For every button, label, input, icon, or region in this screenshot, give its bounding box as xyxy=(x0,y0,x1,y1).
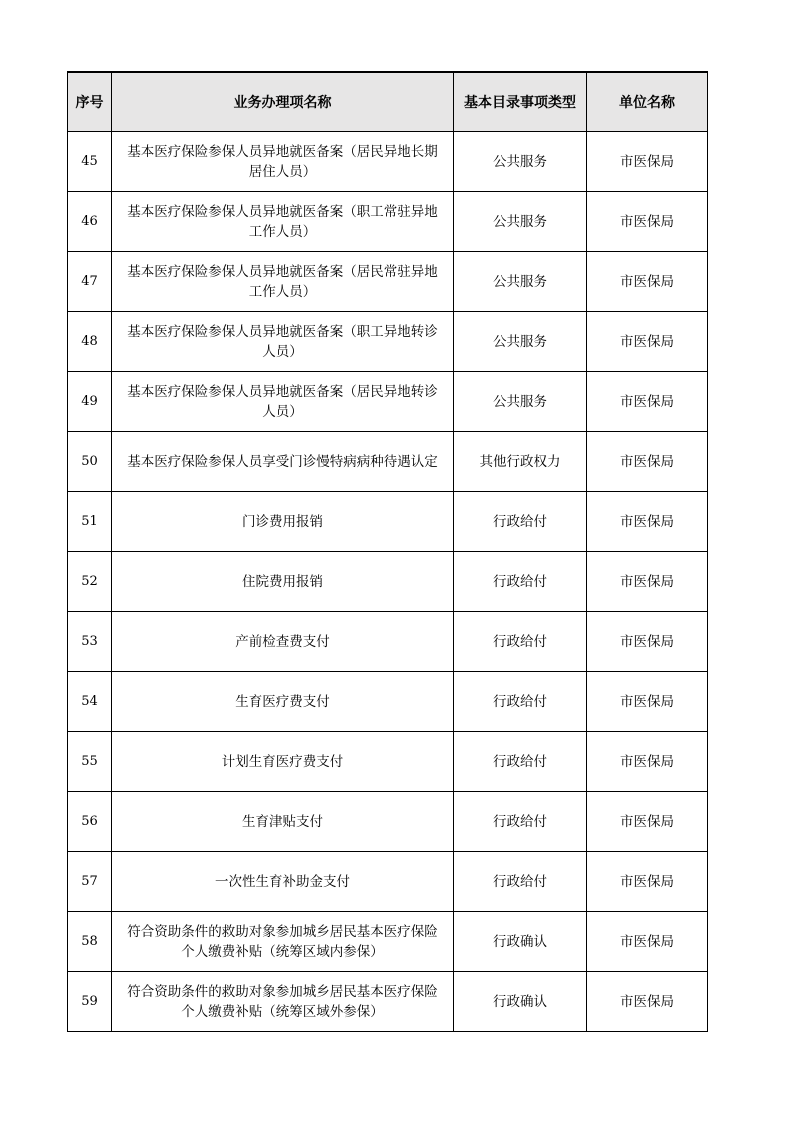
cell-serial-number: 53 xyxy=(68,612,112,672)
table-row xyxy=(68,132,708,192)
table-header xyxy=(68,72,708,132)
cell-item-type: 行政给付 xyxy=(454,792,587,852)
cell-serial-number: 52 xyxy=(68,552,112,612)
cell-unit-name: 市医保局 xyxy=(587,552,708,612)
cell-item-type: 其他行政权力 xyxy=(454,432,587,492)
cell-item-type: 公共服务 xyxy=(454,372,587,432)
cell-item-type: 公共服务 xyxy=(454,312,587,372)
table-row xyxy=(68,432,708,492)
cell-unit-name: 市医保局 xyxy=(587,432,708,492)
table-row xyxy=(68,972,708,1032)
table-row xyxy=(68,252,708,312)
cell-item-type: 公共服务 xyxy=(454,252,587,312)
cell-item-name: 生育医疗费支付 xyxy=(112,672,454,732)
header-serial-number: 序号 xyxy=(68,72,112,132)
cell-item-name: 基本医疗保险参保人员异地就医备案（居民异地长期居住人员） xyxy=(112,132,454,192)
cell-item-name: 基本医疗保险参保人员异地就医备案（居民常驻异地工作人员） xyxy=(112,252,454,312)
cell-serial-number: 51 xyxy=(68,492,112,552)
cell-unit-name: 市医保局 xyxy=(587,132,708,192)
table-row xyxy=(68,492,708,552)
cell-serial-number: 54 xyxy=(68,672,112,732)
cell-serial-number: 55 xyxy=(68,732,112,792)
cell-item-name: 一次性生育补助金支付 xyxy=(112,852,454,912)
header-item-name: 业务办理项名称 xyxy=(112,72,454,132)
cell-serial-number: 45 xyxy=(68,132,112,192)
cell-unit-name: 市医保局 xyxy=(587,852,708,912)
cell-item-name: 基本医疗保险参保人员异地就医备案（居民异地转诊人员） xyxy=(112,372,454,432)
cell-unit-name: 市医保局 xyxy=(587,612,708,672)
table-row xyxy=(68,672,708,732)
cell-item-name: 基本医疗保险参保人员异地就医备案（职工常驻异地工作人员） xyxy=(112,192,454,252)
service-items-table xyxy=(67,71,708,1032)
table-row xyxy=(68,312,708,372)
cell-item-type: 行政确认 xyxy=(454,912,587,972)
cell-serial-number: 47 xyxy=(68,252,112,312)
cell-item-name: 基本医疗保险参保人员享受门诊慢特病病种待遇认定 xyxy=(112,432,454,492)
cell-unit-name: 市医保局 xyxy=(587,372,708,432)
header-row xyxy=(68,72,708,132)
table-row xyxy=(68,792,708,852)
table-row xyxy=(68,732,708,792)
cell-unit-name: 市医保局 xyxy=(587,492,708,552)
cell-unit-name: 市医保局 xyxy=(587,252,708,312)
cell-unit-name: 市医保局 xyxy=(587,732,708,792)
cell-item-name: 基本医疗保险参保人员异地就医备案（职工异地转诊人员） xyxy=(112,312,454,372)
table-body xyxy=(68,132,708,1032)
table-row xyxy=(68,612,708,672)
cell-unit-name: 市医保局 xyxy=(587,312,708,372)
table-row xyxy=(68,372,708,432)
cell-unit-name: 市医保局 xyxy=(587,672,708,732)
cell-serial-number: 50 xyxy=(68,432,112,492)
header-item-type: 基本目录事项类型 xyxy=(454,72,587,132)
cell-unit-name: 市医保局 xyxy=(587,192,708,252)
cell-item-name: 住院费用报销 xyxy=(112,552,454,612)
cell-item-type: 行政给付 xyxy=(454,612,587,672)
cell-unit-name: 市医保局 xyxy=(587,912,708,972)
cell-serial-number: 59 xyxy=(68,972,112,1032)
cell-item-type: 行政确认 xyxy=(454,972,587,1032)
cell-item-name: 生育津贴支付 xyxy=(112,792,454,852)
cell-item-type: 行政给付 xyxy=(454,672,587,732)
cell-item-name: 计划生育医疗费支付 xyxy=(112,732,454,792)
cell-item-name: 门诊费用报销 xyxy=(112,492,454,552)
cell-unit-name: 市医保局 xyxy=(587,972,708,1032)
cell-serial-number: 49 xyxy=(68,372,112,432)
cell-serial-number: 48 xyxy=(68,312,112,372)
cell-item-type: 行政给付 xyxy=(454,852,587,912)
cell-serial-number: 46 xyxy=(68,192,112,252)
table-row xyxy=(68,912,708,972)
cell-item-type: 公共服务 xyxy=(454,192,587,252)
cell-item-name: 产前检查费支付 xyxy=(112,612,454,672)
cell-serial-number: 58 xyxy=(68,912,112,972)
header-unit-name: 单位名称 xyxy=(587,72,708,132)
cell-serial-number: 56 xyxy=(68,792,112,852)
cell-unit-name: 市医保局 xyxy=(587,792,708,852)
cell-item-name: 符合资助条件的救助对象参加城乡居民基本医疗保险个人缴费补贴（统筹区域外参保） xyxy=(112,972,454,1032)
cell-item-name: 符合资助条件的救助对象参加城乡居民基本医疗保险个人缴费补贴（统筹区域内参保） xyxy=(112,912,454,972)
cell-item-type: 行政给付 xyxy=(454,492,587,552)
table-row xyxy=(68,192,708,252)
cell-serial-number: 57 xyxy=(68,852,112,912)
table-row xyxy=(68,852,708,912)
cell-item-type: 公共服务 xyxy=(454,132,587,192)
table-row xyxy=(68,552,708,612)
cell-item-type: 行政给付 xyxy=(454,732,587,792)
cell-item-type: 行政给付 xyxy=(454,552,587,612)
